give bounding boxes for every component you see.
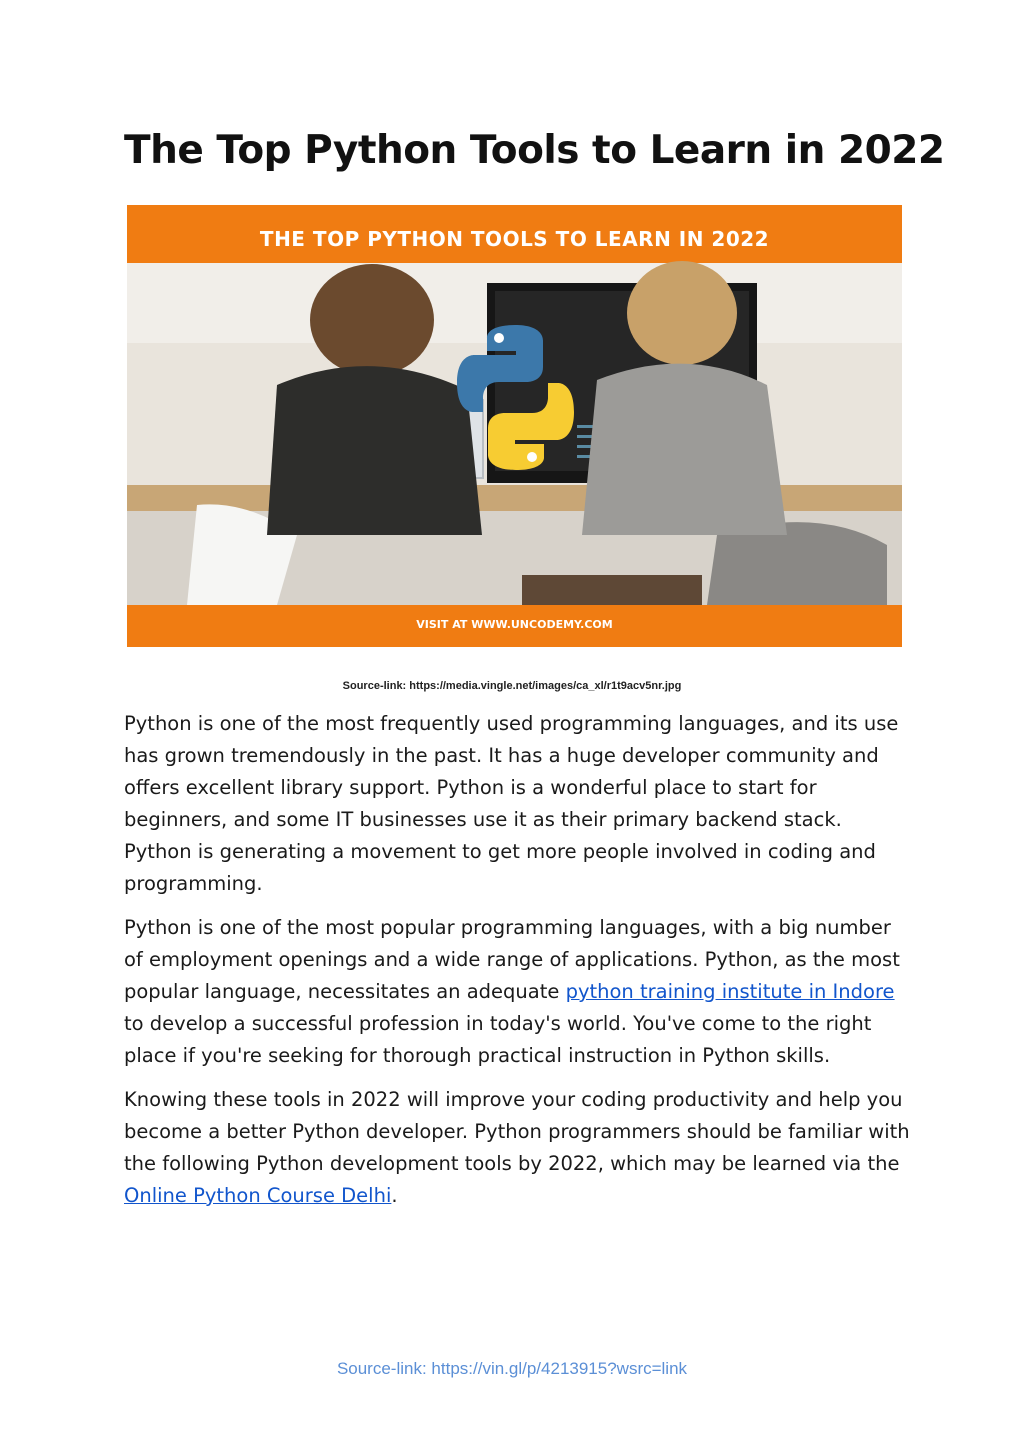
person-left-hair [310,264,434,376]
python-training-indore-link[interactable]: python training institute in Indore [565,980,895,1003]
paragraph-2 [124,912,914,1072]
paragraph-3-text-end: . [391,1184,398,1207]
person-right-shirt [582,364,787,535]
person-left-shirt [267,366,482,535]
paragraph-3-text: Knowing these tools in 2022 will improve your coding productivity and help you become a better Python developer. Python programmers should be familiar with the following Python development tools by 2022, which may be learned via the [124,1088,910,1175]
hero-illustration [127,205,902,647]
paragraph-1: Python is one of the most frequently used programming languages, and its use has grown tremendously in the past. It has a huge developer community and offers excellent library support. Python is a wonderful place to start for beginners, and some IT businesses use it as their primary backend stack. Python is generating a movement to get more people involved in coding and programming. [124,712,899,895]
hero-footer: VISIT AT WWW.UNCODEMY.COM [416,618,613,631]
image-caption: Source-link: https://media.vingle.net/images/ca_xl/r1t9acv5nr.jpg [342,680,682,692]
desk [127,485,902,511]
online-python-course-link[interactable]: Online Python Course Delhi [124,1184,392,1207]
hero-image [127,205,902,647]
hero-heading: THE TOP PYTHON TOOLS TO LEARN IN 2022 [259,227,770,251]
page-title: The Top Python Tools to Learn in 2022 [124,128,945,173]
paragraph-2-text: Python is one of the most popular programming languages, with a big number of employment openings and a wide range of applications. Python, as the most popular language, necessitates an adequate [124,916,900,1003]
article-body [124,708,914,1224]
paragraph-2-text-end: to develop a successful profession in today's world. You've come to the right place if you're seeking for thorough practical instruction in Python skills. [124,1012,872,1067]
footer-source-link: Source-link: https://vin.gl/p/4213915?wsrc=link [336,1359,688,1378]
paragraph-3 [124,1084,914,1212]
person-right-hair [627,261,737,365]
